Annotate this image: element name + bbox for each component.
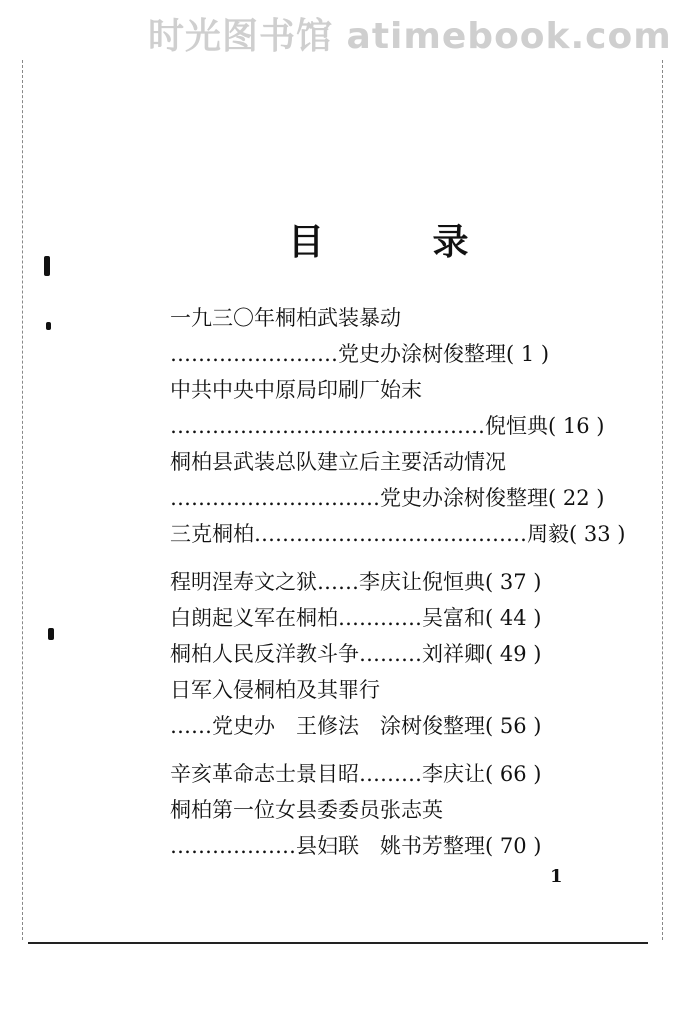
entry-author: 党史办涂树俊整理 xyxy=(338,342,506,366)
toc-row xyxy=(170,828,600,864)
entry-title: 三克桐柏 xyxy=(170,522,254,546)
watermark: 时光图书馆 atimebook.com xyxy=(148,16,672,57)
entry-title: 一九三〇年桐柏武装暴动 xyxy=(170,306,401,330)
entry-author: 倪恒典 xyxy=(485,414,548,438)
entry-author: 李庆让 xyxy=(422,762,485,786)
ink-smudge xyxy=(44,256,50,276)
toc-row xyxy=(170,564,600,600)
toc-row xyxy=(170,444,600,480)
entry-title: 桐柏县武装总队建立后主要活动情况 xyxy=(170,450,506,474)
entry-page: ( 56 ) xyxy=(485,714,542,738)
entry-title: 程明涅寿文之狱 xyxy=(170,570,317,594)
left-margin-edge xyxy=(22,60,23,940)
toc-row xyxy=(170,408,605,444)
toc-row xyxy=(170,336,600,372)
toc-row xyxy=(170,672,600,708)
page-number: 1 xyxy=(550,866,563,887)
toc-row xyxy=(170,756,600,792)
bottom-rule xyxy=(28,942,648,944)
toc-row xyxy=(170,372,600,408)
dot-leader: ………… xyxy=(338,606,422,630)
dot-leader: …… xyxy=(170,714,212,738)
toc-row xyxy=(170,480,605,516)
entry-page: ( 70 ) xyxy=(485,834,542,858)
entry-title: 日军入侵桐柏及其罪行 xyxy=(170,678,380,702)
entry-title: 白朗起义军在桐柏 xyxy=(170,606,338,630)
entry-title: 桐柏人民反洋教斗争 xyxy=(170,642,359,666)
entry-title: 辛亥革命志士景目昭 xyxy=(170,762,359,786)
dot-leader: ……… xyxy=(359,642,422,666)
toc-row xyxy=(170,300,600,336)
toc-row xyxy=(170,792,600,828)
toc-row xyxy=(170,636,600,672)
entry-page: ( 44 ) xyxy=(485,606,542,630)
toc-row xyxy=(170,600,600,636)
dot-leader: ………………………………… xyxy=(254,522,527,546)
toc-row xyxy=(170,708,600,744)
ink-smudge xyxy=(46,322,51,330)
dot-leader: ……………… xyxy=(170,834,296,858)
entry-page: ( 22 ) xyxy=(548,486,605,510)
toc-row xyxy=(170,516,626,552)
entry-page: ( 16 ) xyxy=(548,414,605,438)
dot-leader: ……………………………………… xyxy=(170,414,485,438)
dot-leader: ……… xyxy=(359,762,422,786)
entry-page: ( 66 ) xyxy=(485,762,542,786)
entry-author: 周毅 xyxy=(527,522,569,546)
table-of-contents xyxy=(170,300,626,864)
entry-title: 中共中央中原局印刷厂始末 xyxy=(170,378,422,402)
entry-author: 县妇联 姚书芳整理 xyxy=(296,834,485,858)
right-margin-edge xyxy=(662,60,663,940)
entry-author: 党史办涂树俊整理 xyxy=(380,486,548,510)
entry-author: 刘祥卿 xyxy=(422,642,485,666)
entry-page: ( 1 ) xyxy=(506,342,550,366)
ink-smudge xyxy=(48,628,54,640)
entry-title: 桐柏第一位女县委委员张志英 xyxy=(170,798,443,822)
entry-page: ( 33 ) xyxy=(569,522,626,546)
dot-leader: …………………… xyxy=(170,342,338,366)
entry-page: ( 37 ) xyxy=(485,570,542,594)
entry-page: ( 49 ) xyxy=(485,642,542,666)
entry-author: 李庆让倪恒典 xyxy=(359,570,485,594)
entry-author: 吴富和 xyxy=(422,606,485,630)
page-title: 目 录 xyxy=(288,221,517,263)
dot-leader: ………………………… xyxy=(170,486,380,510)
dot-leader: …… xyxy=(317,570,359,594)
entry-author: 党史办 王修法 涂树俊整理 xyxy=(212,714,485,738)
